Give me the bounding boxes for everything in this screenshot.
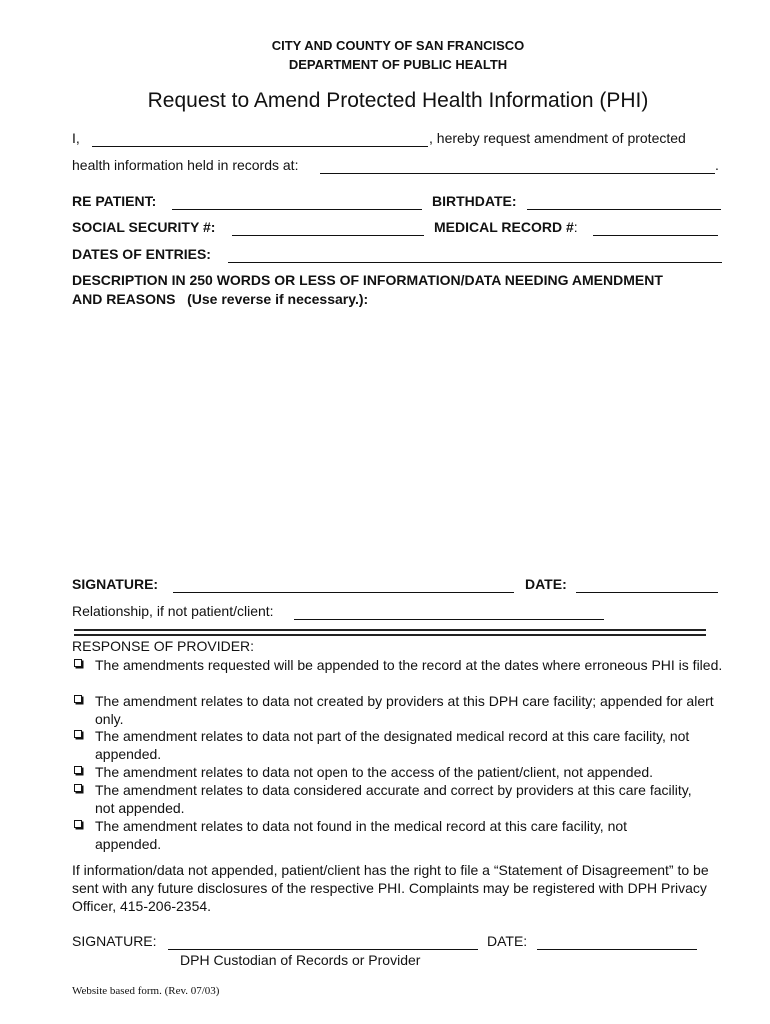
- form-revision-footer: Website based form. (Rev. 07/03): [72, 985, 220, 997]
- response-option-4: The amendment relates to data not open to the access of the patient/client, not appended.: [95, 764, 654, 780]
- dates-of-entries-label: DATES OF ENTRIES:: [72, 246, 211, 262]
- dates-of-entries-field[interactable]: [228, 248, 722, 263]
- response-option-checkbox[interactable]: [74, 730, 82, 738]
- ssn-label: SOCIAL SECURITY #:: [72, 219, 216, 235]
- signature-date-label: DATE:: [525, 576, 567, 592]
- description-heading: DESCRIPTION IN 250 WORDS OR LESS OF INFORMATION/DATA NEEDING AMENDMENT: [72, 272, 663, 288]
- medical-record-field[interactable]: [593, 221, 718, 236]
- relationship-field[interactable]: [294, 605, 604, 620]
- response-option-6: The amendment relates to data not found in the medical record at this care facility, not appended.: [95, 818, 628, 852]
- records-location-field[interactable]: [320, 159, 715, 174]
- response-heading: RESPONSE OF PROVIDER:: [72, 638, 255, 654]
- request-suffix: , hereby request amendment of protected: [429, 130, 686, 146]
- response-option-checkbox[interactable]: [74, 695, 82, 703]
- provider-signature-label: SIGNATURE:: [72, 933, 157, 949]
- records-location-period: .: [715, 157, 719, 173]
- request-prefix: I,: [72, 130, 80, 146]
- description-textarea[interactable]: [72, 314, 728, 570]
- department-name: DEPARTMENT OF PUBLIC HEALTH: [288, 57, 508, 72]
- org-name: CITY AND COUNTY OF SAN FRANCISCO: [271, 38, 525, 53]
- provider-date-field[interactable]: [537, 935, 697, 950]
- provider-date-label: DATE:: [487, 933, 528, 949]
- disagreement-note: If information/data not appended, patient/client has the right to file a “Statement of Disagreement” to be sent with any future disclosures of the respective PHI. Complaints may be registered with DPH Privacy Officer, 415-206-2354.: [72, 862, 709, 914]
- response-option-checkbox[interactable]: [74, 784, 82, 792]
- section-divider-top: [74, 629, 706, 631]
- re-patient-label: RE PATIENT:: [72, 193, 157, 209]
- response-option-checkbox[interactable]: [74, 766, 82, 774]
- ssn-field[interactable]: [232, 221, 424, 236]
- birthdate-field[interactable]: [527, 195, 721, 210]
- section-divider-bottom: [74, 634, 706, 636]
- patient-signature-field[interactable]: [173, 578, 514, 593]
- patient-signature-date-field[interactable]: [576, 578, 718, 593]
- response-option-1: The amendments requested will be appended to the record at the dates where erroneous PHI is filed.: [95, 657, 723, 673]
- response-option-3: The amendment relates to data not part of the designated medical record at this care facility, not appended.: [95, 728, 690, 762]
- requester-name-field[interactable]: [92, 132, 428, 147]
- response-option-checkbox[interactable]: [74, 820, 82, 828]
- provider-signature-field[interactable]: [168, 935, 478, 950]
- re-patient-field[interactable]: [172, 195, 422, 210]
- birthdate-label: BIRTHDATE:: [432, 193, 517, 209]
- form-title: Request to Amend Protected Health Information (PHI): [147, 89, 649, 112]
- records-location-label: health information held in records at:: [72, 157, 299, 173]
- response-option-2: The amendment relates to data not created by providers at this DPH care facility; appended for alert only.: [95, 693, 714, 727]
- relationship-label: Relationship, if not patient/client:: [72, 603, 274, 619]
- signature-label: SIGNATURE:: [72, 576, 159, 592]
- description-subheading: AND REASONS (Use reverse if necessary.):: [72, 291, 369, 307]
- provider-signature-caption: DPH Custodian of Records or Provider: [180, 952, 421, 968]
- response-option-5: The amendment relates to data considered accurate and correct by providers at this care facility, not appended.: [95, 782, 692, 816]
- response-option-checkbox[interactable]: [74, 659, 82, 667]
- medical-record-label: MEDICAL RECORD #:: [434, 219, 578, 235]
